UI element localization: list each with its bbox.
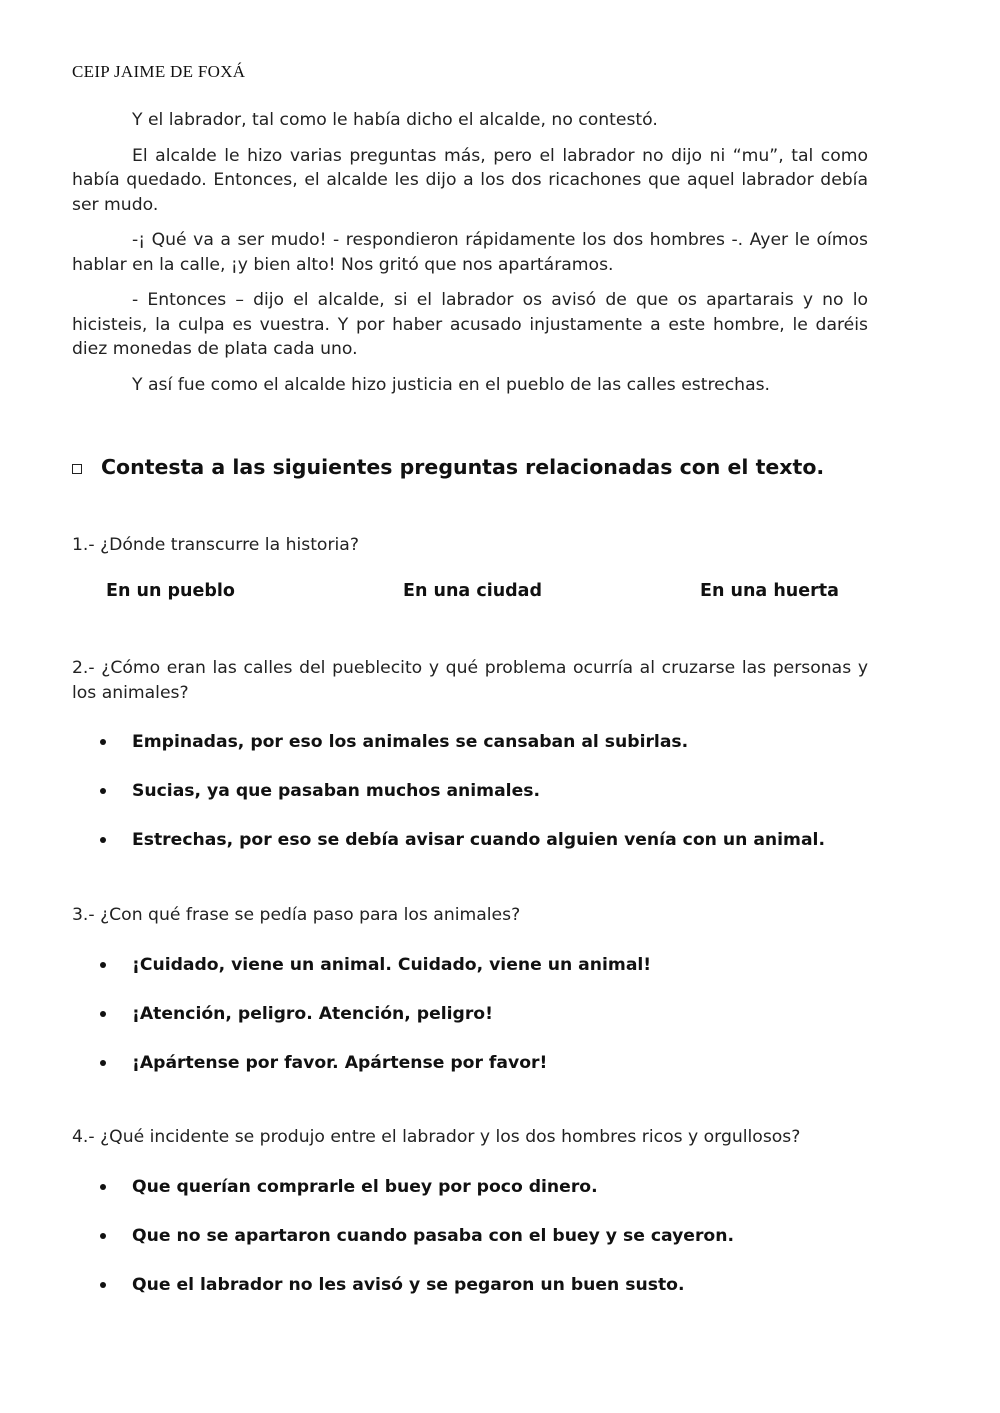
- bullet-dot-icon: [100, 1011, 106, 1017]
- answer-option-text: Que no se apartaron cuando pasaba con el buey y se cayeron.: [132, 1226, 735, 1246]
- question-4: 4.- ¿Qué incidente se produjo entre el labrador y los dos hombres ricos y orgullosos?: [72, 1127, 801, 1147]
- instruction-text: Contesta a las siguientes preguntas relacionadas con el texto.: [101, 455, 825, 479]
- question-3-options: [100, 953, 880, 1100]
- bullet-dot-icon: [100, 788, 106, 794]
- answer-option-text: Que el labrador no les avisó y se pegaron un buen susto.: [132, 1275, 685, 1295]
- question-3: 3.- ¿Con qué frase se pedía paso para los animales?: [72, 905, 521, 925]
- bullet-dot-icon: [100, 962, 106, 968]
- story-paragraph: -¡ Qué va a ser mudo! - respondieron rápidamente los dos hombres -. Ayer le oímos hablar en la calle, ¡y bien alto! Nos gritó que nos apartáramos.: [72, 230, 868, 275]
- answer-option[interactable]: [100, 1175, 880, 1224]
- question-2-options: [100, 730, 880, 877]
- checkbox-bullet-icon: [72, 464, 82, 474]
- school-name: CEIP JAIME DE FOXÁ: [72, 62, 246, 81]
- story-paragraph: - Entonces – dijo el alcalde, si el labrador os avisó de que os apartarais y no lo hicisteis, la culpa es vuestra. Y por haber acusado injustamente a este hombre, le daréis diez monedas de plata cada uno.: [72, 290, 868, 359]
- answer-option[interactable]: [100, 953, 880, 1002]
- answer-option[interactable]: [100, 779, 880, 828]
- story-text: [72, 108, 868, 408]
- answer-option[interactable]: [100, 1051, 880, 1100]
- answer-option-text: Empinadas, por eso los animales se cansaban al subirlas.: [132, 732, 689, 752]
- story-paragraph: Y el labrador, tal como le había dicho el alcalde, no contestó.: [132, 110, 658, 130]
- bullet-dot-icon: [100, 837, 106, 843]
- answer-option-text: Sucias, ya que pasaban muchos animales.: [132, 781, 540, 801]
- answer-option[interactable]: [100, 1224, 880, 1273]
- bullet-dot-icon: [100, 1282, 106, 1288]
- answer-option[interactable]: En un pueblo: [106, 581, 235, 601]
- answer-option[interactable]: En una huerta: [700, 581, 839, 601]
- question-4-options: [100, 1175, 880, 1322]
- answer-option-text: Estrechas, por eso se debía avisar cuando alguien venía con un animal.: [132, 830, 825, 850]
- answer-option[interactable]: [100, 730, 880, 779]
- instruction: [72, 455, 824, 479]
- answer-option-text: ¡Atención, peligro. Atención, peligro!: [132, 1004, 493, 1024]
- answer-option[interactable]: [100, 828, 880, 877]
- answer-option[interactable]: [100, 1002, 880, 1051]
- question-1: 1.- ¿Dónde transcurre la historia?: [72, 535, 359, 555]
- answer-option[interactable]: En una ciudad: [403, 581, 543, 601]
- question-2: 2.- ¿Cómo eran las calles del pueblecito y qué problema ocurría al cruzarse las personas y los animales?: [72, 658, 868, 703]
- bullet-dot-icon: [100, 1060, 106, 1066]
- bullet-dot-icon: [100, 1233, 106, 1239]
- story-paragraph: Y así fue como el alcalde hizo justicia en el pueblo de las calles estrechas.: [132, 374, 771, 395]
- answer-option-text: ¡Apártense por favor. Apártense por favor!: [132, 1053, 548, 1073]
- bullet-dot-icon: [100, 1184, 106, 1190]
- answer-option[interactable]: [100, 1273, 880, 1322]
- bullet-dot-icon: [100, 739, 106, 745]
- answer-option-text: ¡Cuidado, viene un animal. Cuidado, viene un animal!: [132, 955, 652, 975]
- answer-option-text: Que querían comprarle el buey por poco dinero.: [132, 1177, 598, 1197]
- story-paragraph: El alcalde le hizo varias preguntas más, pero el labrador no dijo ni “mu”, tal como había quedado. Entonces, el alcalde les dijo a los dos ricachones que aquel labrador debía ser mudo.: [72, 145, 868, 215]
